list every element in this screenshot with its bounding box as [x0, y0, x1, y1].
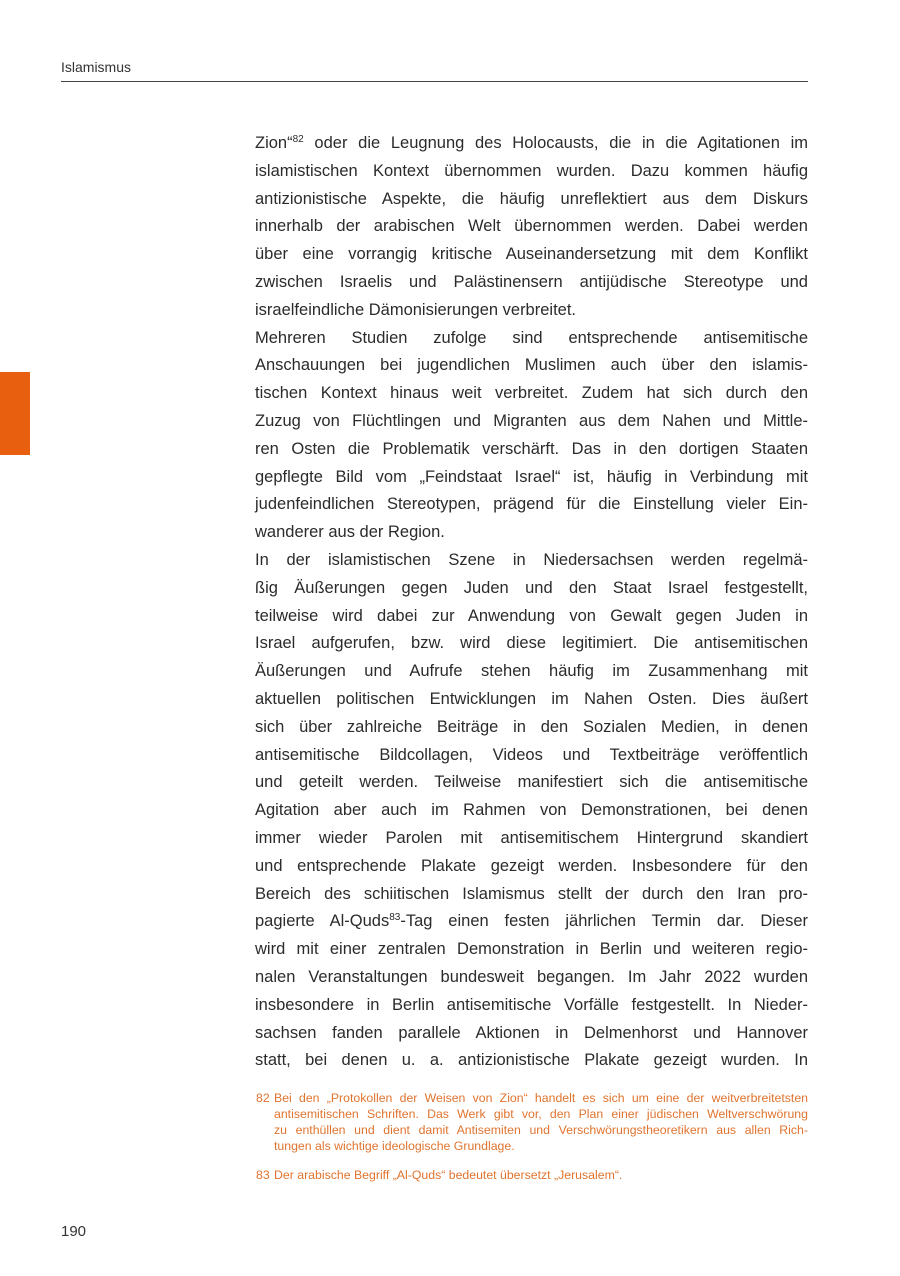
text-line — [255, 380, 808, 408]
text-line — [255, 436, 808, 464]
text-segment: pagierte Al-Quds — [255, 912, 390, 931]
text-line — [255, 575, 808, 603]
text-line — [255, 408, 808, 436]
text-segment: judenfeindlichen Stereotypen, prägend für die Einstellung vieler Ein- — [255, 495, 808, 514]
text-segment: antisemitische Bildcollagen, Videos und Textbeiträge veröffentlich — [255, 745, 808, 764]
text-line — [255, 797, 808, 825]
text-line — [255, 547, 808, 575]
text-line — [255, 658, 808, 686]
text-line — [255, 213, 808, 241]
text-segment: ren Osten die Problematik verschärft. Das in den dortigen Staaten — [255, 439, 808, 458]
footnote-line: Der arabische Begriff „Al-Quds“ bedeutet übersetzt „Jerusalem“. — [274, 1168, 623, 1182]
text-line — [255, 742, 808, 770]
running-header: Islamismus — [61, 59, 132, 75]
text-line — [255, 603, 808, 631]
text-segment: Agitation aber auch im Rahmen von Demonstrationen, bei denen — [255, 801, 808, 820]
footnote-82 — [256, 1090, 808, 1154]
text-line — [255, 158, 808, 186]
text-segment: über eine vorrangig kritische Auseinandersetzung mit dem Konflikt — [255, 245, 808, 264]
text-segment: und geteilt werden. Teilweise manifestiert sich die antisemitische — [255, 773, 808, 792]
chapter-tab-marker — [0, 372, 30, 455]
footnote-text — [274, 1167, 808, 1183]
text-line — [255, 853, 808, 881]
text-segment: wird mit einer zentralen Demonstration in Berlin und weiteren regio- — [255, 940, 808, 959]
text-segment: immer wieder Parolen mit antisemitischem Hintergrund skandiert — [255, 828, 808, 847]
text-line — [255, 297, 808, 325]
text-line — [255, 964, 808, 992]
text-line — [255, 491, 808, 519]
footnote-text — [274, 1090, 808, 1154]
text-line — [255, 1020, 808, 1048]
text-line — [255, 769, 808, 797]
text-segment: israelfeindliche Dämonisierungen verbreitet. — [255, 300, 577, 319]
text-line — [255, 130, 808, 158]
text-segment: sachsen fanden parallele Aktionen in Delmenhorst und Hannover — [255, 1023, 808, 1042]
text-segment: insbesondere in Berlin antisemitische Vorfälle festgestellt. In Nieder- — [255, 995, 808, 1014]
text-line — [255, 630, 808, 658]
footnote-line: tungen als wichtige ideologische Grundlage. — [274, 1139, 515, 1153]
text-segment: wanderer aus der Region. — [255, 523, 445, 542]
text-segment: und entsprechende Plakate gezeigt werden. Insbesondere für den — [255, 856, 808, 875]
text-line — [255, 241, 808, 269]
text-line — [255, 825, 808, 853]
footnote-number: 83 — [256, 1168, 270, 1182]
text-segment: Israel aufgerufen, bzw. wird diese legitimiert. Die antisemitischen — [255, 634, 808, 653]
text-segment: In der islamistischen Szene in Niedersachsen werden regelmä- — [255, 550, 808, 569]
text-line — [255, 908, 808, 936]
text-segment: Anschauungen bei jugendlichen Muslimen auch über den islamis- — [255, 356, 808, 375]
text-line — [255, 992, 808, 1020]
text-segment: zwischen Israelis und Palästinensern antijüdische Stereotype und — [255, 272, 808, 291]
text-segment: sich über zahlreiche Beiträge in den Sozialen Medien, in denen — [255, 717, 808, 736]
text-line — [255, 714, 808, 742]
footnote-83 — [256, 1167, 808, 1183]
footnote-reference: 82 — [292, 134, 304, 145]
footnote-line: Bei den „Protokollen der Weisen von Zion“ handelt es sich um eine der weitverbreitetsten — [274, 1091, 808, 1105]
text-segment: antizionistische Aspekte, die häufig unreflektiert aus dem Diskurs — [255, 189, 808, 208]
text-line — [255, 936, 808, 964]
text-line — [255, 1047, 808, 1075]
text-segment: oder die Leugnung des Holocausts, die in die Agitationen im — [303, 134, 808, 152]
text-line — [255, 325, 808, 353]
page-number: 190 — [61, 1223, 87, 1240]
text-segment: Mehreren Studien zufolge sind entsprechende antisemitische — [255, 328, 808, 347]
text-segment: Zuzug von Flüchtlingen und Migranten aus dem Nahen und Mittle- — [255, 411, 808, 430]
text-segment: statt, bei denen u. a. antizionistische Plakate gezeigt wurden. In — [255, 1051, 808, 1070]
footnote-line: antisemitischen Schriften. Das Werk gibt vor, den Plan einer jüdischen Weltverschwörung — [274, 1107, 808, 1121]
text-segment: -Tag einen festen jährlichen Termin dar. Dieser — [400, 912, 809, 931]
header-rule — [61, 81, 808, 82]
text-line — [255, 464, 808, 492]
body-text — [255, 130, 808, 1075]
text-segment: ßig Äußerungen gegen Juden und den Staat Israel festgestellt, — [255, 578, 808, 597]
text-line — [255, 186, 808, 214]
text-line — [255, 686, 808, 714]
text-segment: nalen Veranstaltungen bundesweit begangen. Im Jahr 2022 wurden — [255, 967, 808, 986]
footnote-line: zu enthüllen und dient damit Antisemiten und Verschwörungstheoretikern aus allen Rich- — [274, 1123, 808, 1137]
text-segment: teilweise wird dabei zur Anwendung von Gewalt gegen Juden in — [255, 606, 808, 625]
text-segment: Äußerungen und Aufrufe stehen häufig im Zusammenhang mit — [255, 662, 808, 681]
text-segment: aktuellen politischen Entwicklungen im Nahen Osten. Dies äußert — [255, 689, 808, 708]
text-line — [255, 269, 808, 297]
footnote-reference: 83 — [389, 912, 401, 924]
text-line — [255, 519, 808, 547]
text-segment: tischen Kontext hinaus weit verbreitet. Zudem hat sich durch den — [255, 384, 808, 403]
text-segment: Zion“ — [255, 134, 293, 152]
text-segment: innerhalb der arabischen Welt übernommen werden. Dabei werden — [255, 217, 808, 236]
text-segment: gepflegte Bild vom „Feindstaat Israel“ ist, häufig in Verbindung mit — [255, 467, 808, 486]
text-segment: Bereich des schiitischen Islamismus stellt der durch den Iran pro- — [255, 884, 808, 903]
text-segment: islamistischen Kontext übernommen wurden. Dazu kommen häufig — [255, 161, 808, 180]
footnote-number: 82 — [256, 1091, 270, 1105]
text-line — [255, 352, 808, 380]
text-line — [255, 881, 808, 909]
